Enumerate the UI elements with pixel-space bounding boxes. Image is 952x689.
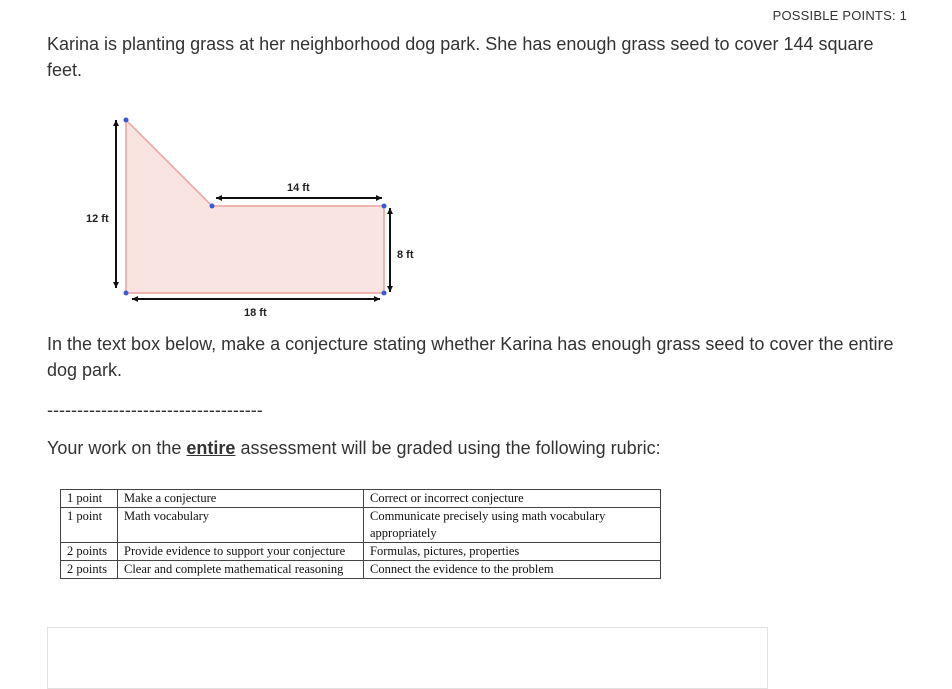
- vertex-point: [382, 291, 387, 296]
- label-14-ft: 14 ft: [287, 182, 310, 194]
- dashed-divider: ------------------------------------: [47, 400, 263, 420]
- rubric-row: [61, 490, 661, 508]
- rubric-skill: Provide evidence to support your conjecture: [118, 543, 364, 561]
- park-shape: [126, 120, 384, 293]
- rubric-intro-text: [47, 435, 907, 461]
- rubric-points: 1 point: [61, 490, 118, 508]
- possible-points-label: POSSIBLE POINTS: 1: [772, 8, 907, 23]
- rubric-criteria: Communicate precisely using math vocabulary appropriately: [364, 508, 661, 543]
- rubric-intro-after: assessment will be graded using the following rubric:: [235, 438, 661, 458]
- rubric-intro-emphasis: entire: [186, 438, 236, 458]
- question-instruction-text: In the text box below, make a conjecture stating whether Karina has enough grass seed to cover the entire dog park.: [47, 334, 894, 380]
- label-8-ft: 8 ft: [397, 249, 414, 261]
- rubric-row: [61, 561, 661, 579]
- rubric-criteria: Correct or incorrect conjecture: [364, 490, 661, 508]
- label-18-ft: 18 ft: [244, 307, 267, 319]
- rubric-skill: Math vocabulary: [118, 508, 364, 543]
- rubric-points: 1 point: [61, 508, 118, 543]
- label-12-ft: 12 ft: [86, 213, 109, 225]
- vertex-point: [382, 204, 387, 209]
- rubric-criteria: Formulas, pictures, properties: [364, 543, 661, 561]
- rubric-skill: Make a conjecture: [118, 490, 364, 508]
- question-intro-text: Karina is planting grass at her neighborhood dog park. She has enough grass seed to cover 144 square feet.: [47, 34, 874, 80]
- vertex-point: [124, 291, 129, 296]
- vertex-point: [124, 118, 129, 123]
- rubric-table: [60, 489, 661, 579]
- rubric-row: [61, 543, 661, 561]
- rubric-points: 2 points: [61, 561, 118, 579]
- rubric-skill: Clear and complete mathematical reasoning: [118, 561, 364, 579]
- dog-park-diagram-svg: [70, 108, 440, 323]
- rubric-points: 2 points: [61, 543, 118, 561]
- answer-text-box[interactable]: [47, 627, 768, 689]
- dog-park-diagram: [70, 108, 440, 323]
- rubric-criteria: Connect the evidence to the problem: [364, 561, 661, 579]
- rubric-row: [61, 508, 661, 543]
- rubric-intro-before: Your work on the: [47, 438, 187, 458]
- vertex-point: [210, 204, 215, 209]
